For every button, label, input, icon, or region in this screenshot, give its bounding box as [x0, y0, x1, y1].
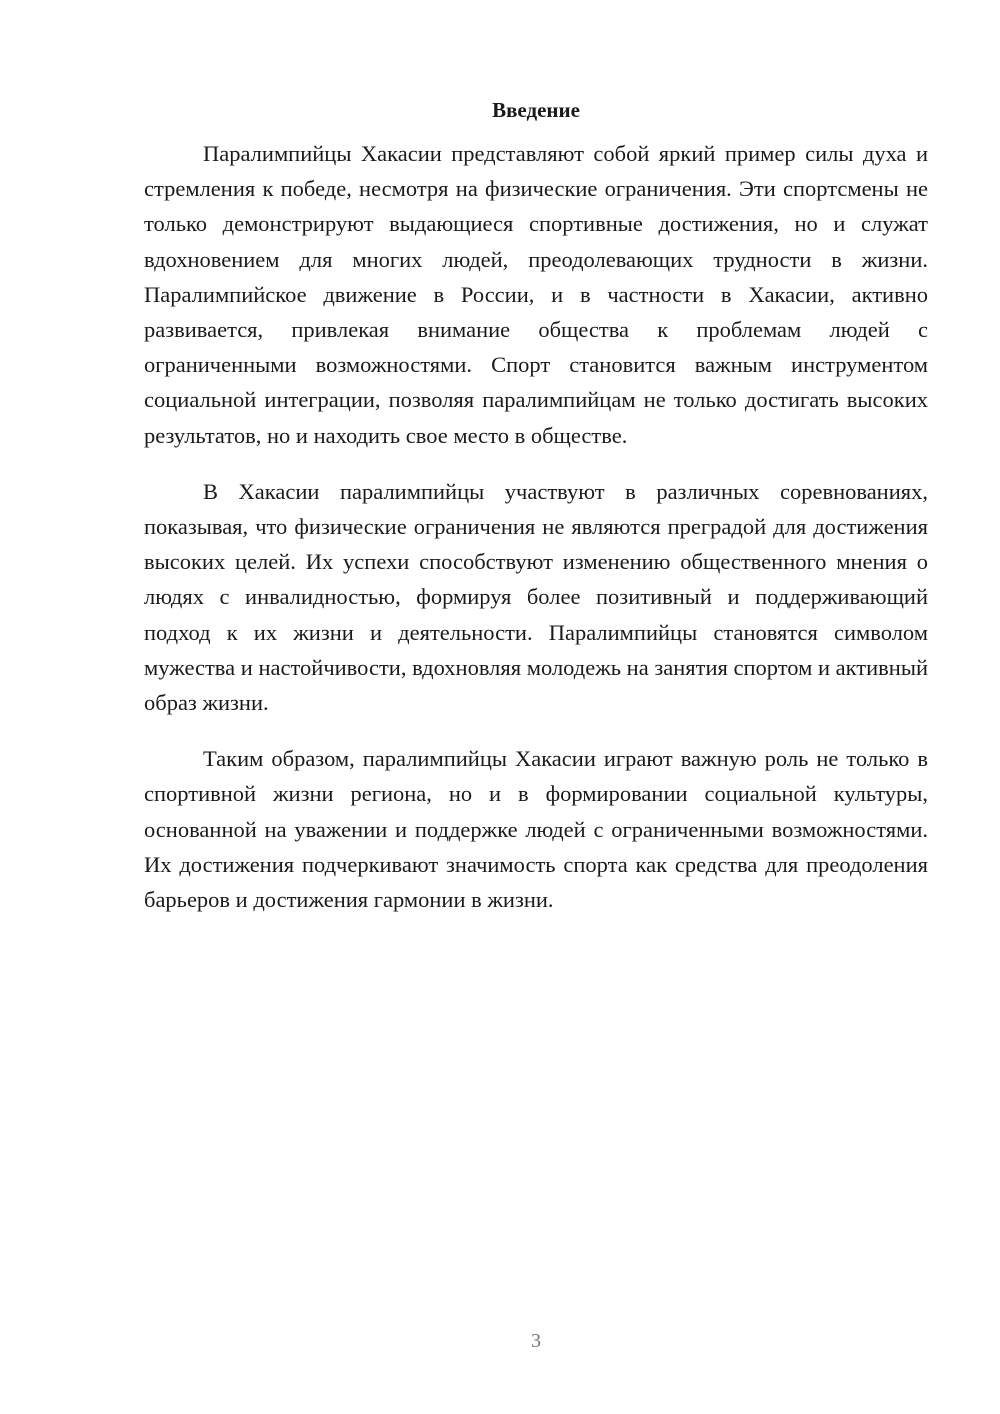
section-heading: Введение [492, 98, 580, 122]
paragraph-3: Таким образом, паралимпийцы Хакасии играют важную роль не только в спортивной жизни региона, но и в формировании социальной культуры, основанной на уважении и поддержке людей с ограниченными возможностями. Их достижения подчеркивают значимость спорта как средства для преодоления барьеров и достижения гармонии в жизни. [144, 746, 928, 913]
paragraph-2: В Хакасии паралимпийцы участвуют в различных соревнованиях, показывая, что физические ограничения не являются преградой для достижения высоких целей. Их успехи способствуют изменению общественного мнения о людях с инвалидностью, формируя более позитивный и поддерживающий подход к их жизни и деятельности. Паралимпийцы становятся символом мужества и настойчивости, вдохновляя молодежь на занятия спортом и активный образ жизни. [144, 478, 928, 716]
page-content [144, 94, 928, 938]
paragraph-1: Паралимпийцы Хакасии представляют собой яркий пример силы духа и стремления к победе, несмотря на физические ограничения. Эти спортсмены не только демонстрируют выдающиеся спортивные достижения, но и служат вдохновением для многих людей, преодолевающих трудности в жизни. Паралимпийское движение в России, и в частности в Хакасии, активно развивается, привлекая внимание общества к проблемам людей с ограниченными возможностями. Спорт становится важным инструментом социальной интеграции, позволяя паралимпийцам не только достигать высоких результатов, но и находить свое место в обществе. [144, 141, 928, 448]
page-number: 3 [531, 1330, 541, 1352]
